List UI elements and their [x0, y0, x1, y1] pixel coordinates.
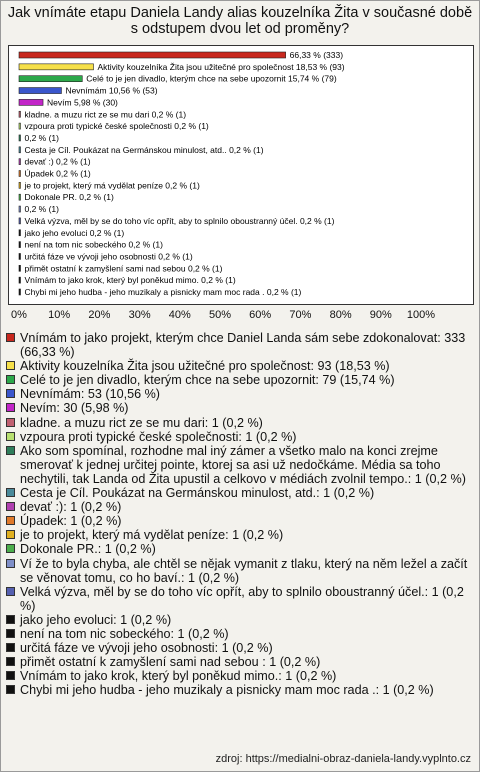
legend-swatch: [6, 559, 15, 568]
x-tick-label: 50%: [208, 309, 232, 321]
x-tick-label: 20%: [88, 309, 111, 321]
plot-area: [8, 45, 474, 305]
legend-label: určitá fáze ve vývoji jeho osobnosti: 1 (0,2 %): [20, 641, 273, 656]
bar-8: [19, 147, 21, 153]
legend-label: Vnímám to jako projekt, kterým chce Daniel Landa sám sebe zdokonalovat: 333 (66,33 %): [20, 331, 466, 360]
legend-label: Aktivity kouzelníka Žita jsou užitečné pro společnost: 93 (18,53 %): [20, 359, 390, 374]
bar-2: [19, 76, 82, 82]
bar-3: [19, 88, 61, 94]
bar-12: [19, 194, 21, 200]
legend-label: není na tom nic sobeckého: 1 (0,2 %): [20, 626, 229, 641]
legend-label: Velká výzva, měl by se do toho víc opřít, aby to splnilo oboustranný účel.: 1 (0,2 %): [20, 584, 464, 613]
legend-swatch: [6, 333, 15, 342]
legend-swatch: [6, 502, 15, 511]
x-tick-label: 40%: [168, 309, 191, 321]
x-tick-label: 70%: [289, 309, 312, 321]
bar-label-5: kladne. a muzu rict ze se mu dari 0,2 % (1): [24, 109, 187, 120]
legend-item: [6, 514, 472, 528]
x-tick-label: 80%: [329, 309, 352, 321]
bar-label-18: přimět ostatní k zamyšlení sami nad sebou 0,2 % (1): [24, 263, 223, 274]
legend-label: Celé to je jen divadlo, kterým chce na sebe upozornit: 79 (15,74 %): [20, 373, 395, 388]
legend-swatch: [6, 530, 15, 539]
legend-item: [6, 641, 472, 655]
bar-label-16: není na tom nic sobeckého 0,2 % (1): [24, 239, 163, 250]
legend-item: [6, 373, 472, 387]
x-tick-label: 10%: [48, 309, 71, 321]
legend-label: Vnímám to jako krok, který byl poněkud mimo.: 1 (0,2 %): [20, 669, 337, 684]
legend-label: přimět ostatní k zamyšlení sami nad sebou : 1 (0,2 %): [20, 655, 321, 670]
bar-13: [19, 206, 21, 212]
legend-label: Ako som spomínal, rozhodne mal iný zámer a všetko malo na konci zrejme smerovať k jednej určitej pointe, ktorej sa asi už nedočkáme. Média sa toho nechytili, tak Landa od Žita upustil a celkovo v médiách zvolnil tempo.: 1 (0,2 %): [20, 443, 466, 486]
bar-1: [19, 64, 93, 70]
legend-item: [6, 486, 472, 500]
bar-19: [19, 277, 21, 283]
bar-label-17: určitá fáze ve vývoji jeho osobnosti 0,2 % (1): [24, 251, 193, 262]
bar-label-14: Velká výzva, měl by se do toho víc opřít, aby to splnilo oboustranný účel. 0,2 % (1): [24, 215, 335, 226]
legend-label: devať :): 1 (0,2 %): [20, 500, 122, 515]
legend-swatch: [6, 403, 15, 412]
bar-label-0: 66,33 % (333): [289, 50, 344, 60]
bar-label-20: Chybi mi jeho hudba - jeho muzikaly a pisnicky mam moc rada . 0,2 % (1): [24, 287, 302, 297]
legend-label: Chybi mi jeho hudba - jeho muzikaly a pisnicky mam moc rada .: 1 (0,2 %): [20, 683, 434, 698]
x-tick-label: 30%: [128, 309, 151, 321]
bar-label-13: 0,2 % (1): [24, 204, 59, 215]
x-tick-label: 100%: [406, 309, 436, 321]
legend-swatch: [6, 629, 15, 638]
source-note: zdroj: https://medialni-obraz-daniela-landy.vyplnto.cz: [215, 753, 471, 765]
x-tick-label: 0%: [11, 309, 27, 321]
legend-item: [6, 444, 472, 486]
legend-swatch: [6, 685, 15, 694]
bar-label-12: Dokonale PR. 0,2 % (1): [24, 192, 114, 203]
bar-6: [19, 123, 21, 129]
bar-10: [19, 171, 21, 177]
legend-label: kladne. a muzu rict ze se mu dari: 1 (0,2 %): [20, 415, 263, 430]
bar-0: [19, 52, 286, 58]
bar-label-4: Nevím 5,98 % (30): [47, 97, 118, 108]
legend-swatch: [6, 418, 15, 427]
legend-item: [6, 542, 472, 556]
legend-item: [6, 669, 472, 683]
legend-item: [6, 430, 472, 444]
bar-5: [19, 111, 21, 117]
legend-item: [6, 401, 472, 415]
bar-16: [19, 242, 21, 248]
legend-item: [6, 613, 472, 627]
bar-label-7: 0,2 % (1): [24, 132, 59, 143]
legend-item: [6, 627, 472, 641]
bar-20: [19, 289, 21, 295]
x-tick-label: 60%: [249, 309, 272, 321]
legend-item: [6, 655, 472, 669]
bar-11: [19, 182, 21, 188]
bar-14: [19, 218, 21, 224]
legend-item: [6, 683, 472, 697]
legend-swatch: [6, 544, 15, 553]
legend-item: [6, 416, 472, 430]
bar-label-6: vzpoura proti typické české společnosti 0,2 % (1): [24, 121, 209, 132]
bar-label-3: Nevnímám 10,56 % (53): [65, 85, 158, 96]
legend-swatch: [6, 587, 15, 596]
legend-label: jako jeho evoluci: 1 (0,2 %): [20, 612, 172, 627]
legend-swatch: [6, 375, 15, 384]
chart-title: Jak vnímáte etapu Daniela Landy alias kouzelníka Žita v současné době s odstupem dvou let od proměny?: [7, 5, 473, 37]
legend-swatch: [6, 432, 15, 441]
legend-swatch: [6, 615, 15, 624]
legend-swatch: [6, 671, 15, 680]
bar-label-2: Celé to je jen divadlo, kterým chce na sebe upozornit 15,74 % (79): [86, 73, 337, 84]
bar-label-8: Cesta je Cíl. Poukázat na Germánskou minulost, atd.. 0,2 % (1): [24, 144, 264, 155]
bar-17: [19, 253, 21, 259]
legend: [6, 331, 472, 697]
legend-item: [6, 387, 472, 401]
bar-7: [19, 135, 21, 141]
legend-label: Nevnímám: 53 (10,56 %): [20, 387, 160, 402]
legend-item: [6, 331, 472, 359]
legend-swatch: [6, 643, 15, 652]
bar-label-9: devať :) 0,2 % (1): [24, 156, 91, 167]
x-tick-label: 90%: [369, 309, 392, 321]
bar-18: [19, 265, 21, 271]
bar-15: [19, 230, 21, 236]
bar-label-1: Aktivity kouzelníka Žita jsou užitečné pro společnost 18,53 % (93): [97, 61, 345, 72]
legend-swatch: [6, 516, 15, 525]
legend-label: Cesta je Cíl. Poukázat na Germánskou minulost, atd.: 1 (0,2 %): [20, 486, 375, 501]
legend-label: Úpadek: 1 (0,2 %): [20, 514, 122, 529]
bar-label-10: Úpadek 0,2 % (1): [24, 168, 91, 179]
legend-label: Ví že to byla chyba, ale chtěl se nějak vymanit z tlaku, který na něm ležel a začít se věnovat tomu, co ho baví.: 1 (0,2 %): [20, 556, 468, 585]
legend-swatch: [6, 446, 15, 455]
bar-label-19: Vnímám to jako krok, který byl poněkud mimo. 0,2 % (1): [24, 275, 236, 286]
legend-label: Dokonale PR.: 1 (0,2 %): [20, 542, 156, 557]
legend-label: Nevím: 30 (5,98 %): [20, 401, 129, 416]
legend-item: [6, 557, 472, 585]
x-axis: [1, 309, 480, 325]
legend-swatch: [6, 657, 15, 666]
legend-label: vzpoura proti typické české společnosti: 1 (0,2 %): [20, 429, 297, 444]
legend-swatch: [6, 488, 15, 497]
legend-item: [6, 528, 472, 542]
legend-item: [6, 500, 472, 514]
bar-9: [19, 159, 21, 165]
bar-chart-svg: [9, 46, 473, 304]
bar-4: [19, 99, 43, 105]
legend-swatch: [6, 361, 15, 370]
legend-label: je to projekt, který má vydělat peníze: 1 (0,2 %): [20, 528, 284, 543]
legend-item: [6, 585, 472, 613]
legend-swatch: [6, 389, 15, 398]
bar-label-11: je to projekt, který má vydělat peníze 0,2 % (1): [24, 180, 200, 191]
legend-item: [6, 359, 472, 373]
bar-label-15: jako jeho evoluci 0,2 % (1): [24, 227, 125, 238]
